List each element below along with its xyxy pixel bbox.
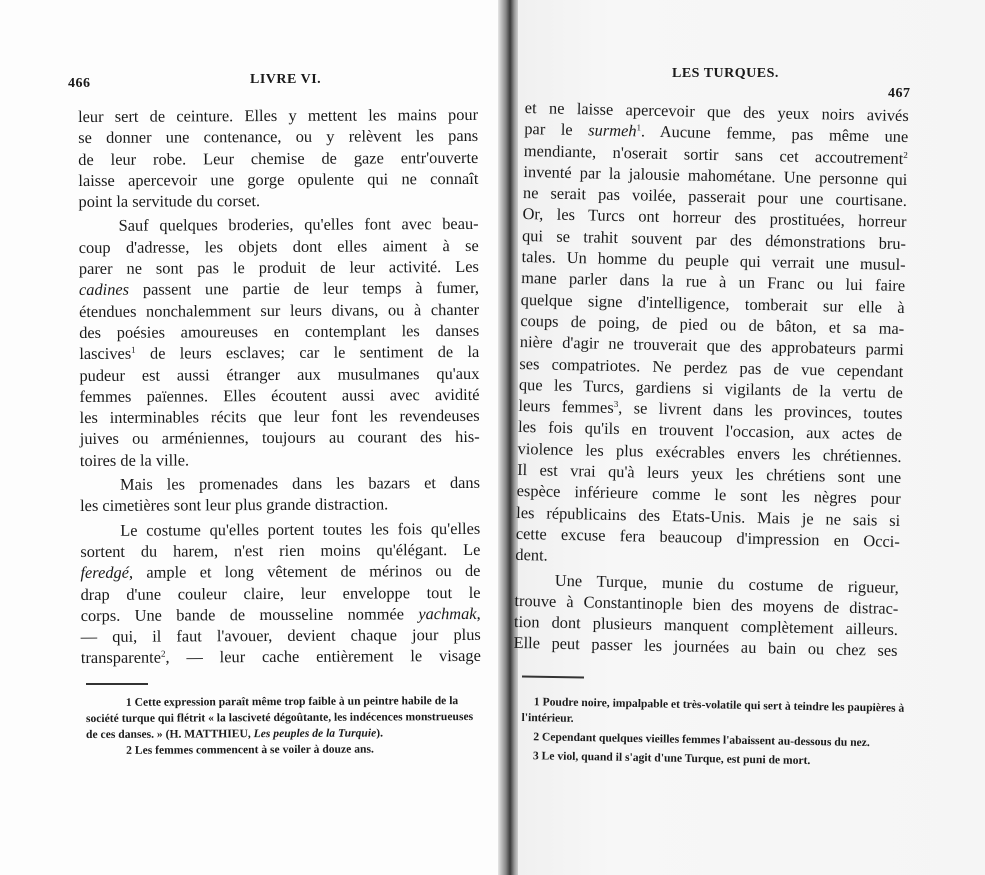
text-line [79,256,479,279]
page-number: 466 [68,76,91,91]
text-line [79,341,479,364]
footnote [521,694,907,733]
text-run: nière d'agir ne trouverait que des approbateurs parmi [519,332,904,360]
text-run: mane parler dans la rue à un Franc ou lui faire [521,268,906,296]
italic-term: cadines [78,280,130,300]
text-line [78,104,478,127]
text-line [79,299,479,322]
text-run: 2 Les femmes commencent à se voiler à douze ans. [126,742,374,757]
text-run: point la servitude du corset. [78,191,261,212]
text-run: drap d'une couleur claire, leur enveloppe tout le [80,582,481,604]
text-run: — qui, il faut l'avouer, devient chaque jour plus [80,625,481,647]
text-run: Une Turque, munie du costume de rigueur, [554,570,900,597]
text-run: , ample et long vêtement de mérinos ou de [128,561,481,582]
text-line [79,277,479,300]
text-run: ses compatriotes. Ne perdez pas de vue cependant [519,353,904,381]
right-footnotes [521,694,908,774]
text-run: tion dont plusieurs manquent complètement ailleurs. [513,612,899,640]
text-run: violence les plus exécrables envers les chrétiennes. [517,438,902,466]
text-run: 3 Le viol, quand il s'agit d'une Turque, est puni de mort. [532,749,811,768]
text-run: cette excuse fera beaucoup d'impression en Occi- [515,523,900,551]
text-run: trouve à Constantinople bien des moyens de distrac- [514,590,899,618]
text-line [80,493,480,516]
book-gutter [498,0,520,875]
text-line [80,560,480,583]
text-run: transparente [80,647,162,668]
text-run: femmes païennes. Elles écoutent aussi avec avidité [79,384,480,406]
text-run: que les Turcs, gardiens si vigilants de la vertu de [518,374,904,402]
footnote-marker: 3 [613,399,619,410]
italic-term: yachmak [418,603,477,624]
text-line [80,448,480,471]
footnote [86,693,482,743]
text-run: Le costume qu'elles portent toutes les fois qu'elles [120,518,481,540]
text-run: leurs femmes [518,396,614,418]
text-line [79,362,479,385]
text-line [80,539,480,562]
left-footnotes [86,693,482,759]
text-run: , se livrent dans les provinces, toutes [617,398,903,424]
text-run: parer ne sont pas le produit de leur activité. Les [78,256,479,279]
text-run: , [476,603,481,623]
text-run: Sauf quelques broderies, qu'elles font avec beau- [118,214,479,236]
text-line [78,189,478,212]
text-run: Or, les Turcs ont horreur des prostituées, horreur [522,204,907,232]
text-run: Mais les promenades dans les bazars et dans [119,472,481,494]
footnote-rule [86,683,148,685]
text-run: sortent du harem, n'est rien moins qu'élégant. Le [80,539,481,561]
footnote-marker: 1 [131,344,136,355]
text-line [80,472,480,495]
text-run: dent. [515,545,548,565]
text-run: mendiante, n'oserait sortir sans cet accoutrement [523,140,904,168]
text-run: les fois qu'ils en trouvent l'occasion, aux actes de [517,417,903,445]
footnote-marker: 2 [903,149,908,160]
text-line [81,645,481,668]
footnote [86,741,482,759]
text-run: de leurs esclaves; car le sentiment de la [135,342,480,363]
running-head: LES TURQUES. [672,66,779,81]
text-line [80,426,480,449]
text-run: se donner une contenance, ou y relèvent les pans [78,126,479,148]
text-run: corps. Une bande de mousseline nommée [80,604,419,625]
text-run: espèce inférieure comme le sont les nègres pour [516,481,901,509]
text-run: et ne laisse apercevoir que des yeux noirs avivés [524,97,909,126]
footnote [521,748,907,771]
text-run: les interminables récits que leur font les revendeuses [79,406,480,428]
text-line [79,384,479,407]
running-head: LIVRE VI. [250,72,322,87]
text-run: . Aucune femme, pas même une [640,121,909,147]
text-line [78,168,478,191]
italic-term: surmeh [588,120,637,141]
text-run: pudeur est aussi étranger aux musulmanes qu'aux [79,363,480,385]
text-run: étendues nonchalemment sur leurs divans, ou à chanter [79,299,480,321]
text-run: ). [376,726,384,740]
text-run: Elle peut passer les journées au bain ou chez ses [513,633,898,661]
text-line [79,320,479,343]
text-run: 1 Poudre noire, impalpable et très-volatile qui sert à teindre les paupières à l'intérieur. [521,695,905,725]
text-run: toires de la ville. [79,450,190,470]
text-run: , — leur cache entièrement le visage [165,646,481,667]
text-line [80,518,480,541]
text-line [80,405,480,428]
text-run: 1 Cette expression paraît même trop faible à un peintre habile de la société turque qui flétrit « la lasciveté dégoûtante, les indécences monstrueuses de ces danses. » (H. MATTHIEU, [85,694,474,742]
text-line [78,146,478,169]
text-run: les républicains des Etats-Unis. Mais je ne sais si [516,502,901,530]
text-run: coup d'adresse, les objets dont elles aiment à se [78,235,479,257]
text-run: de leur robe. Leur chemise de gaze entr'ouverte [78,147,479,169]
text-run: inventé par la jalousie mahométane. Une personne qui [523,161,908,189]
footnote-marker: 2 [160,648,166,659]
text-line [81,624,481,647]
text-run: juives ou arméniennes, toujours au courant des his- [79,427,480,449]
text-run: ne serait pas voilée, passerait pour une courtisane. [522,183,908,211]
text-run: par le [524,119,589,140]
text-run: Il est vrai qu'à leurs yeux les chrétiens sont une [516,459,902,488]
text-run: tales. Un homme du peuple qui verrait une musul- [521,247,906,275]
text-run: laisse apercevoir une gorge opulente qui ne connaît [78,168,479,190]
text-run: 2 Cependant quelques vieilles femmes l'abaissent au-dessous du nez. [533,730,870,750]
right-body-text [513,97,909,662]
text-run: passent une partie de leur temps à fumer, [128,278,480,300]
text-run: qui se trahit souvent par des démonstrations bru- [521,225,907,253]
text-run: des poésies amoureuses en contemplant les danses [79,320,480,342]
text-line [79,235,479,258]
italic-term: feredgé [80,562,130,583]
text-run: les cimetières sont leur plus grande distraction. [80,494,389,516]
footnote-marker: 1 [636,122,642,133]
text-run: quelque signe d'intelligence, tomberait sur elle à [520,289,905,317]
left-body-text [78,104,481,669]
page-number: 467 [888,86,911,101]
italic-term: Les peuples de la Turquie [253,726,377,741]
text-line [78,125,478,148]
text-run: coups de poing, de pied ou de bâton, et sa ma- [520,310,905,338]
text-line [81,581,481,604]
text-run: lascives [79,343,132,364]
text-line [81,603,481,626]
text-run: leur sert de ceinture. Elles y mettent les mains pour [78,104,479,126]
text-line [79,213,479,236]
